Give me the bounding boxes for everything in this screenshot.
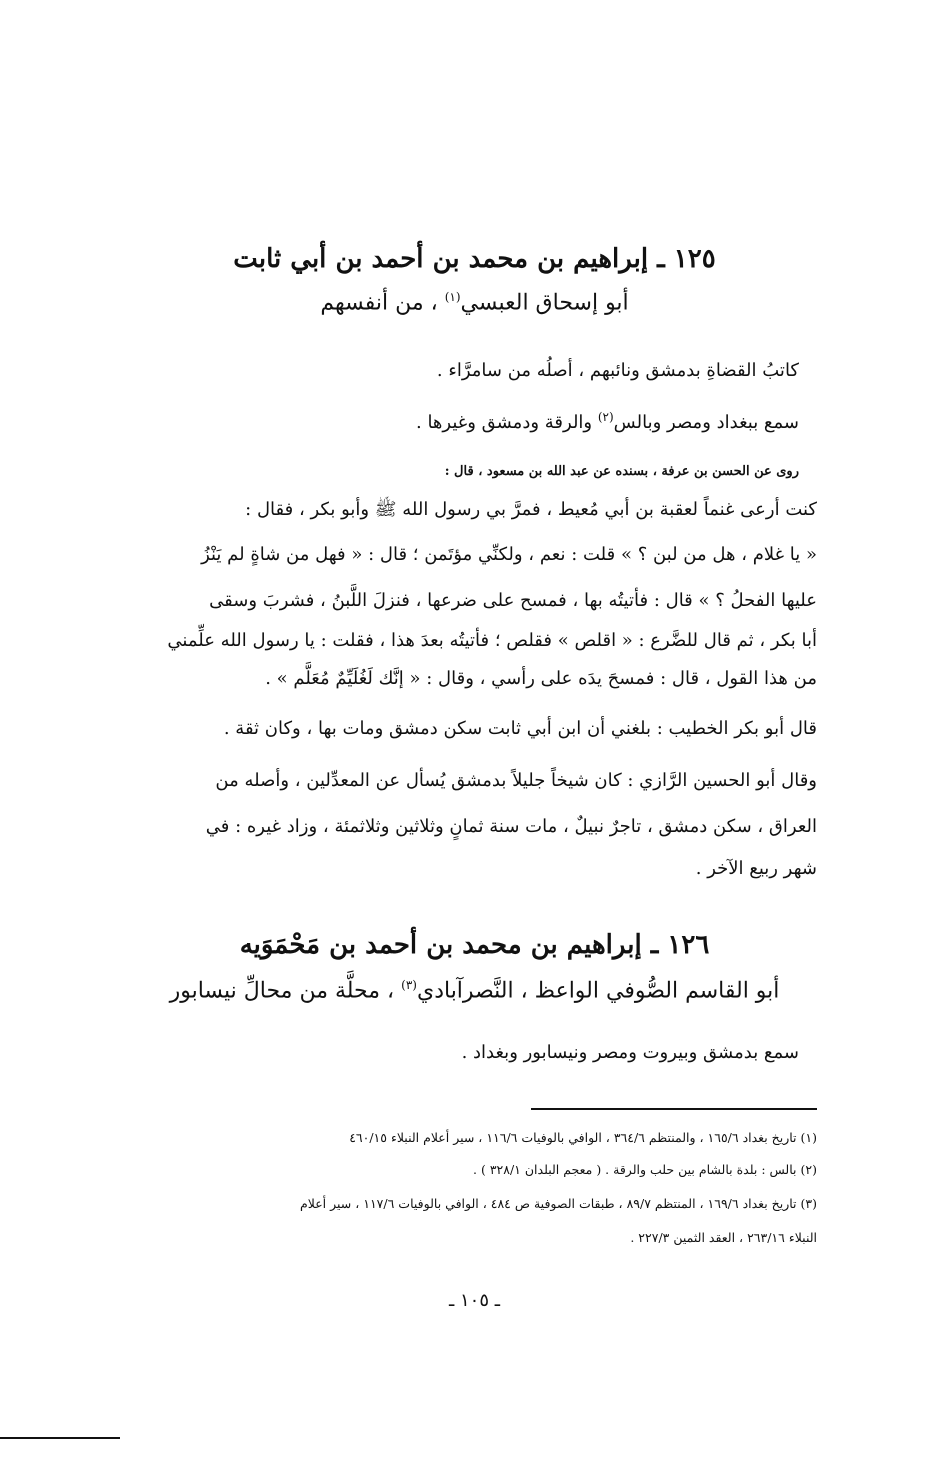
footnote-separator (531, 1108, 817, 1110)
razi-line: العراق ، سكن دمشق ، تاجرٌ نبيلٌ ، مات سنة ثمانٍ وثلاثين وثلاثمئة ، وزاد غيره : في (205, 816, 817, 837)
entry-125-title (0, 244, 949, 274)
footnote-ref-2: (٢) (597, 410, 614, 424)
footnote-3: (٣) تاريخ بغداد ١٦٩/٦ ، المنتظم ٨٩/٧ ، طبقات الصوفية ص ٤٨٤ ، الوافي بالوفيات ١١٧/٦ ، سير أعلام (300, 1196, 817, 1211)
footnote-ref-3: (٣) (401, 978, 417, 992)
entry-126-title-text: ١٢٦ ـ إبراهيم بن محمد بن أحمد بن مَحْمَوَيه (239, 930, 710, 960)
entry-125-title-text: ١٢٥ ـ إبراهيم بن محمد بن أحمد بن أبي ثابت (233, 244, 716, 274)
scan-edge-line (0, 1437, 120, 1439)
footnote-3-cont: النبلاء ٢٦٣/١٦ ، العقد الثمين ٢٢٧/٣ . (630, 1230, 817, 1245)
khatib-quote: قال أبو بكر الخطيب : بلغني أن ابن أبي ثابت سكن دمشق ومات بها ، وكان ثقة . (223, 718, 817, 739)
hadith-line: كنت أرعى غنماً لعقبة بن أبي مُعيط ، فمرَّ بي رسول الله ﷺ وأبو بكر ، فقال : (245, 499, 817, 520)
hadith-line: من هذا القول ، قال : فمسحَ يدَه على رأسي ، وقال : « إنَّك لَغُلَيِّمٌ مُعَلَّم » . (265, 668, 817, 689)
entry-125-isnad: روى عن الحسن بن عرفة ، بسنده عن عبد الله بن مسعود ، قال : (444, 464, 799, 479)
entry-126-para-1: سمع بدمشق وبيروت ومصر ونيسابور وبغداد . (461, 1042, 799, 1063)
entry-125-para-2: سمع ببغداد ومصر وبالس$^{(٢)}$ والرقة ودمشق وغيرها . (416, 410, 799, 433)
page-number: ـ ١٠٥ ـ (448, 1290, 500, 1311)
footnote-ref-1: (١) (444, 290, 461, 304)
entry-125-subtitle: أبو إسحاق العبسي$^{(١)}$ ، من أنفسهم (320, 290, 629, 316)
razi-line: شهر ربيع الآخر . (695, 858, 817, 879)
footnote-1: (١) تاريخ بغداد ١٦٥/٦ ، والمنتظم ٣٦٤/٦ ، الوافي بالوفيات ١١٦/٦ ، سير أعلام النبلاء ٤٦٠/١٥ (349, 1130, 817, 1145)
entry-125-para-1: كاتبُ القضاةِ بدمشق ونائبهم ، أصلُه من سامرَّاء . (436, 360, 799, 381)
hadith-line: عليها الفحلُ ؟ » قال : فأتيتُه بها ، فمسح على ضرعها ، فنزلَ اللَّبنُ ، فشربَ وسقى (209, 590, 817, 611)
razi-line: وقال أبو الحسين الرَّازي : كان شيخاً جليلاً بدمشق يُسأل عن المعدِّلين ، وأصله من (215, 770, 817, 791)
hadith-line: « يا غلام ، هل من لبن ؟ » قلت : نعم ، ولكنِّي مؤتَمن ؛ قال : « فهل من شاةٍ لم يَنْزُ (201, 544, 817, 565)
footnote-2: (٢) بالس : بلدة بالشام بين حلب والرقة . ( معجم البلدان ٣٢٨/١ ) . (473, 1162, 817, 1177)
entry-126-title (0, 930, 949, 960)
hadith-line: أبا بكر ، ثم قال للضَّرع : « اقلص » فقلص ؛ فأتيتُه بعدَ هذا ، فقلت : يا رسول الله علِّمني (167, 630, 817, 651)
entry-126-subtitle: أبو القاسم الصُّوفي الواعظ ، النَّصرآبادي$^{(٣)}$ ، محلَّة من محالِّ نيسابور (169, 978, 780, 1004)
